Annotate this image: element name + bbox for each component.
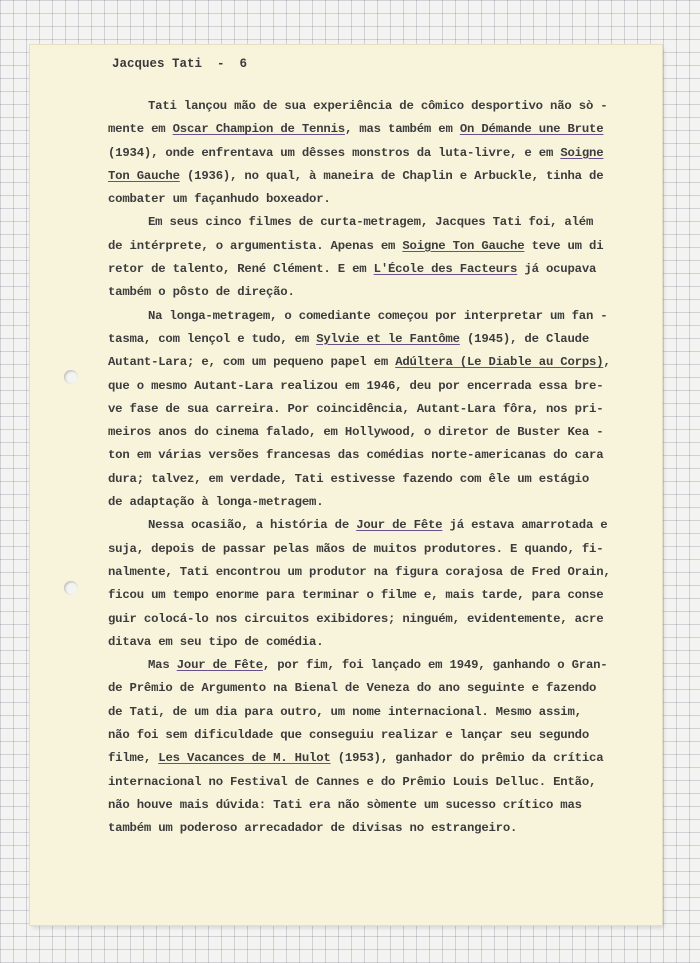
- text-line: [108, 421, 628, 444]
- text-segment: de Tati, de um dia para outro, um nome internacional. Mesmo assim,: [108, 704, 582, 719]
- text-segment: ,: [603, 355, 611, 370]
- text-line: [108, 444, 628, 467]
- text-segment: nalmente, Tati encontrou um produtor na figura corajosa de Fred Orain,: [108, 564, 611, 579]
- underlined-title: Jour de Fête: [176, 658, 263, 673]
- text-segment: (1934), onde enfrentava um dêsses monstros da luta-livre, e em: [108, 145, 561, 160]
- text-segment: já ocupava: [517, 262, 597, 277]
- text-segment: teve um di: [524, 238, 604, 253]
- text-line: [108, 584, 628, 607]
- underlined-title: Jour de Fête: [356, 518, 443, 533]
- text-line: [108, 701, 628, 724]
- underlined-title: Les Vacances de M. Hulot: [158, 751, 331, 766]
- text-segment: combater um façanhudo boxeador.: [108, 192, 331, 207]
- text-segment: também um poderoso arrecadador de divisas no estrangeiro.: [108, 821, 518, 836]
- text-line: [108, 538, 628, 561]
- page-header: Jacques Tati - 6: [112, 57, 248, 71]
- punch-hole: [64, 581, 78, 595]
- text-line: [108, 398, 628, 421]
- text-line: [108, 118, 628, 141]
- underlined-title: Ton Gauche: [108, 168, 180, 183]
- text-line: [108, 328, 628, 351]
- text-line: [108, 631, 628, 654]
- text-line: [108, 561, 628, 584]
- text-segment: ton em várias versões francesas das comédias norte-americanas do cara: [108, 448, 604, 463]
- text-segment: dura; talvez, em verdade, Tati estivesse fazendo com êle um estágio: [108, 471, 590, 486]
- text-line: [108, 305, 628, 328]
- underlined-title: Oscar Champion de Tennis: [172, 122, 345, 137]
- text-segment: guir colocá-lo nos circuitos exibidores; ninguém, evidentemente, acre: [108, 611, 604, 626]
- text-segment: Mas: [148, 658, 177, 673]
- text-line: [108, 165, 628, 188]
- text-line: [108, 468, 628, 491]
- text-segment: , por fim, foi lançado em 1949, ganhando o Gran-: [262, 658, 608, 673]
- text-segment: de adaptação à longa-metragem.: [108, 495, 324, 510]
- text-line: [108, 281, 628, 304]
- text-line: [108, 95, 628, 118]
- underlined-title: Adúltera (Le Diable au Corps): [395, 355, 604, 370]
- text-segment: tasma, com lençol e tudo, em: [108, 331, 317, 346]
- text-segment: retor de talento, René Clément. E em: [108, 262, 374, 277]
- underlined-title: Soigne: [560, 145, 604, 160]
- text-line: [108, 514, 628, 537]
- text-line: [108, 188, 628, 211]
- text-segment: ve fase de sua carreira. Por coincidência, Autant-Lara fôra, nos pri-: [108, 401, 604, 416]
- text-line: [108, 491, 628, 514]
- text-segment: de Prêmio de Argumento na Bienal de Veneza do ano seguinte e fazendo: [108, 681, 597, 696]
- typewritten-page: [30, 45, 662, 925]
- underlined-title: L'École des Facteurs: [373, 262, 518, 277]
- text-segment: internacional no Festival de Cannes e do Prêmio Louis Delluc. Então,: [108, 774, 597, 789]
- text-segment: que o mesmo Autant-Lara realizou em 1946, deu por encerrada essa bre-: [108, 378, 604, 393]
- text-segment: de intérprete, o argumentista. Apenas em: [108, 238, 403, 253]
- text-line: [108, 817, 628, 840]
- text-segment: Nessa ocasião, a história de: [148, 518, 357, 533]
- text-line: [108, 747, 628, 770]
- text-segment: ditava em seu tipo de comédia.: [108, 634, 324, 649]
- text-segment: (1945), de Claude: [459, 331, 590, 346]
- punch-hole: [64, 370, 78, 384]
- text-line: [108, 258, 628, 281]
- document-body: [108, 95, 628, 841]
- text-line: [108, 724, 628, 747]
- text-segment: , mas também em: [344, 122, 460, 137]
- text-segment: meiros anos do cinema falado, em Hollywood, o diretor de Buster Kea -: [108, 425, 604, 440]
- text-line: [108, 351, 628, 374]
- text-line: [108, 794, 628, 817]
- text-segment: também o pôsto de direção.: [108, 285, 295, 300]
- text-segment: Tati lançou mão de sua experiência de cômico desportivo não sò -: [148, 99, 608, 113]
- text-segment: Autant-Lara; e, com um pequeno papel em: [108, 355, 396, 370]
- underlined-title: On Démande une Brute: [459, 122, 604, 137]
- text-segment: (1936), no qual, à maneira de Chaplin e Arbuckle, tinha de: [179, 168, 604, 183]
- text-line: [108, 677, 628, 700]
- text-line: [108, 608, 628, 631]
- text-segment: mente em: [108, 122, 173, 137]
- text-line: [108, 375, 628, 398]
- text-segment: não houve mais dúvida: Tati era não sòmente um sucesso crítico mas: [108, 797, 582, 812]
- text-segment: não foi sem dificuldade que conseguiu realizar e lançar seu segundo: [108, 728, 590, 743]
- text-segment: Na longa-metragem, o comediante começou por interpretar um fan -: [148, 308, 608, 323]
- text-line: [108, 235, 628, 258]
- underlined-title: Sylvie et le Fantôme: [316, 331, 460, 346]
- underlined-title: Soigne Ton Gauche: [402, 238, 525, 253]
- text-segment: filme,: [108, 751, 159, 766]
- text-segment: ficou um tempo enorme para terminar o filme e, mais tarde, para conse: [108, 588, 604, 603]
- text-segment: Em seus cinco filmes de curta-metragem, Jacques Tati foi, além: [148, 215, 594, 230]
- text-segment: já estava amarrotada e: [442, 518, 608, 533]
- text-line: [108, 142, 628, 165]
- text-segment: suja, depois de passar pelas mãos de muitos produtores. E quando, fi-: [108, 541, 604, 556]
- text-line: [108, 654, 628, 677]
- text-line: [108, 771, 628, 794]
- text-segment: (1953), ganhador do prêmio da crítica: [330, 751, 604, 766]
- text-line: [108, 211, 628, 234]
